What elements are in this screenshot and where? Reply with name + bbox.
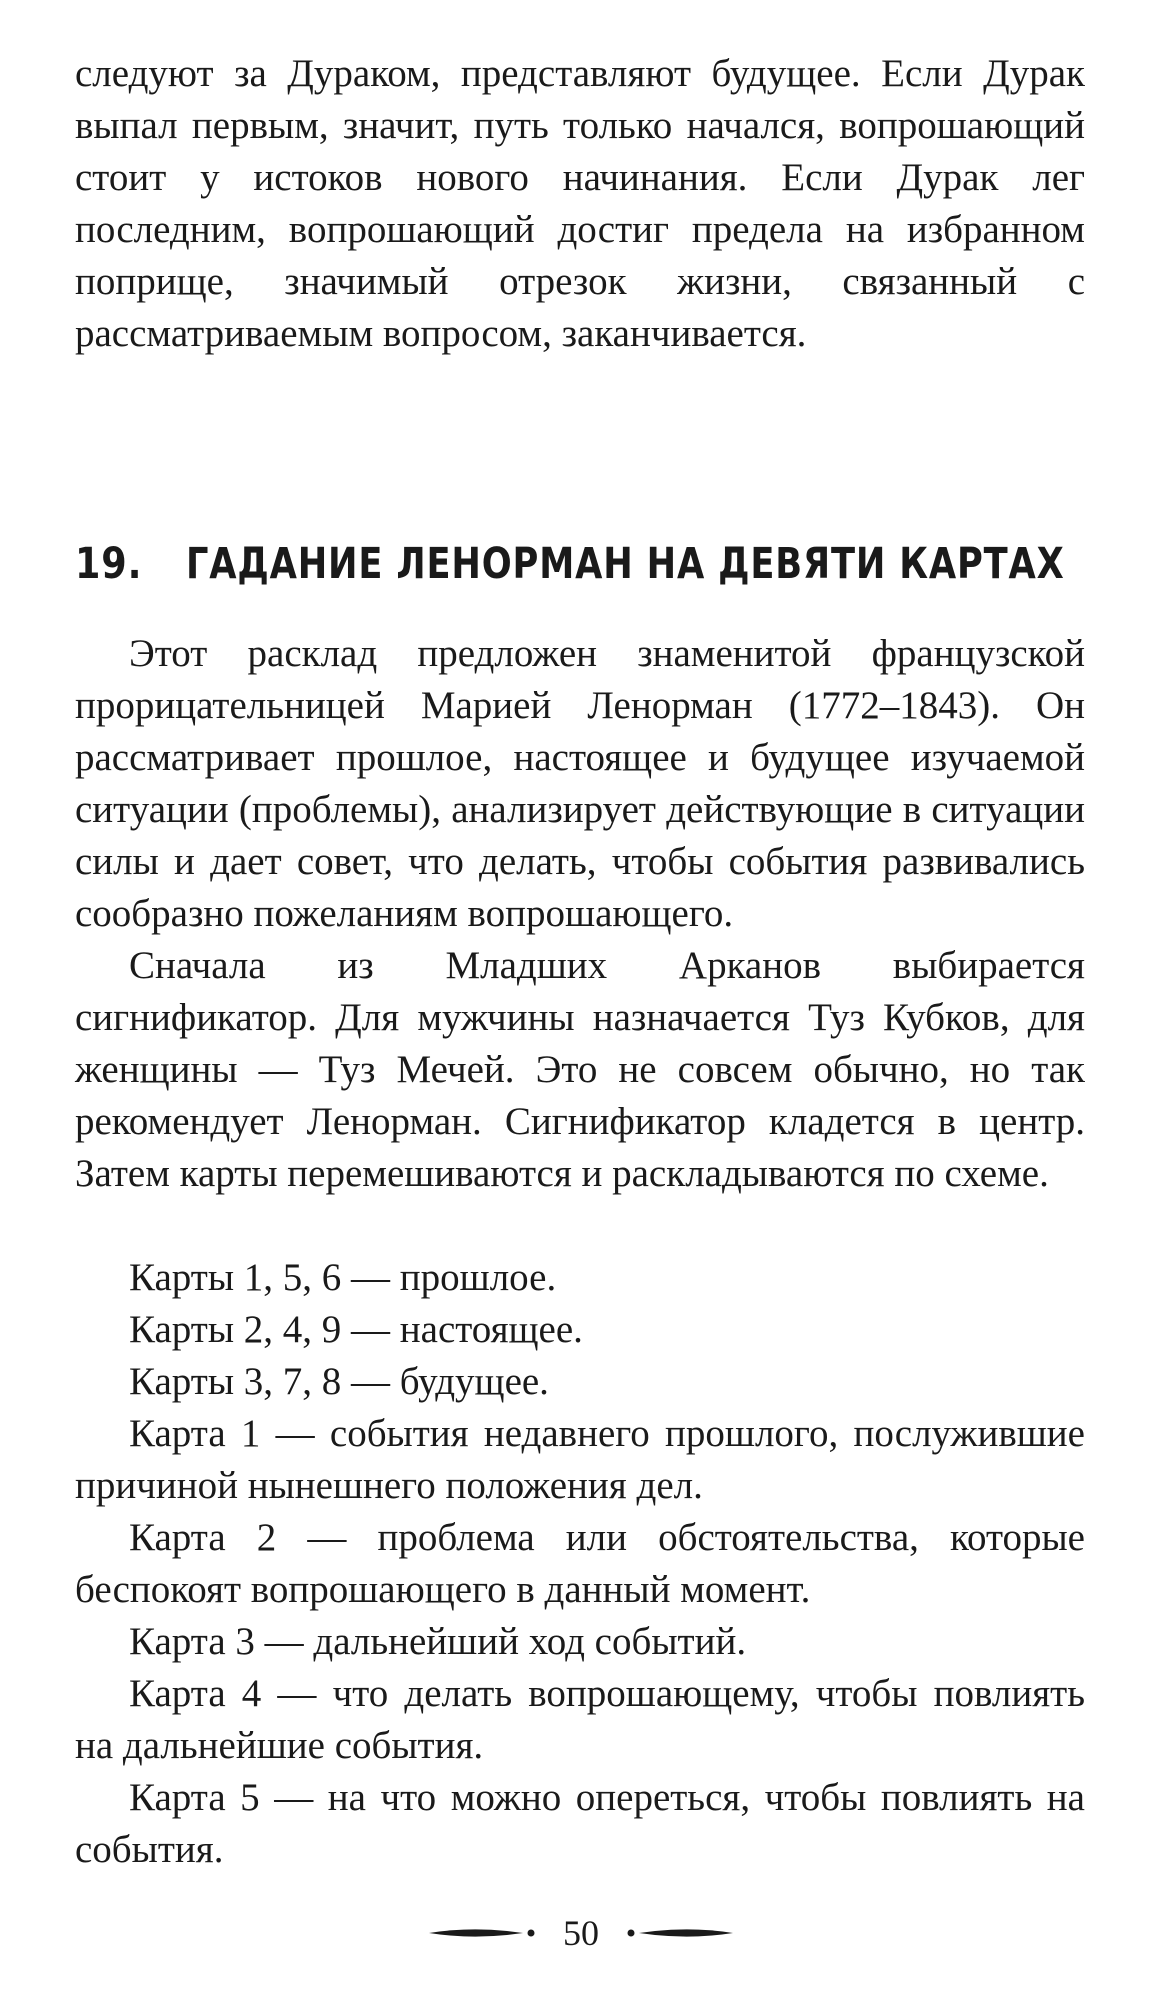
ornament-left-icon: [427, 1925, 537, 1941]
ornament-right-icon: [625, 1925, 735, 1941]
page-body: [75, 48, 1085, 1876]
list-item: Карты 2, 4, 9 — настоящее.: [129, 1308, 583, 1351]
spacer: [75, 1200, 1085, 1252]
list-item: Карта 3 — дальнейший ход событий.: [129, 1620, 747, 1663]
section-title: ГАДАНИЕ ЛЕНОРМАН НА ДЕВЯТИ КАРТАХ: [186, 539, 1065, 589]
list-item: Карты 1, 5, 6 — прошлое.: [129, 1256, 557, 1299]
section-number: 19.: [75, 539, 143, 589]
list-item: Карта 1 — события недавнего прошлого, послужившие причиной нынешнего положения дел.: [75, 1412, 1085, 1507]
paragraph-significator: Сначала из Младших Арканов выбирается сигнификатор. Для мужчины назначается Туз Кубков, для женщины — Туз Мечей. Это не совсем обычно, но так рекомендует Ленорман. Сигнификатор кладется в центр. Затем карты перемешиваются и раскладываются по схеме.: [75, 944, 1085, 1195]
paragraph-intro: Этот расклад предложен знаменитой французской прорицательницей Марией Ленорман (1772–1843). Он рассматривает прошлое, настоящее и будущее изучаемой ситуации (проблемы), анализирует действующие в ситуации силы и дает совет, что делать, чтобы события развивались сообразно пожеланиям вопрошающего.: [75, 632, 1085, 935]
page-footer: [0, 1905, 1162, 1961]
page-number: 50: [563, 1913, 599, 1953]
paragraph-continuation: следуют за Дураком, представляют будущее. Если Дурак выпал первым, значит, путь только начался, вопрошающий стоит у истоков нового начинания. Если Дурак лег последним, вопрошающий достиг предела на избранном поприще, значимый отрезок жизни, связанный с рассматриваемым вопросом, заканчивается.: [75, 52, 1085, 355]
list-item: Карты 3, 7, 8 — будущее.: [129, 1360, 549, 1403]
list-item: Карта 5 — на что можно опереться, чтобы повлиять на события.: [75, 1776, 1085, 1871]
list-item: Карта 4 — что делать вопрошающему, чтобы повлиять на дальнейшие события.: [75, 1672, 1085, 1767]
list-item: Карта 2 — проблема или обстоятельства, которые беспокоят вопрошающего в данный момент.: [75, 1516, 1085, 1611]
section-heading: [75, 536, 1085, 592]
